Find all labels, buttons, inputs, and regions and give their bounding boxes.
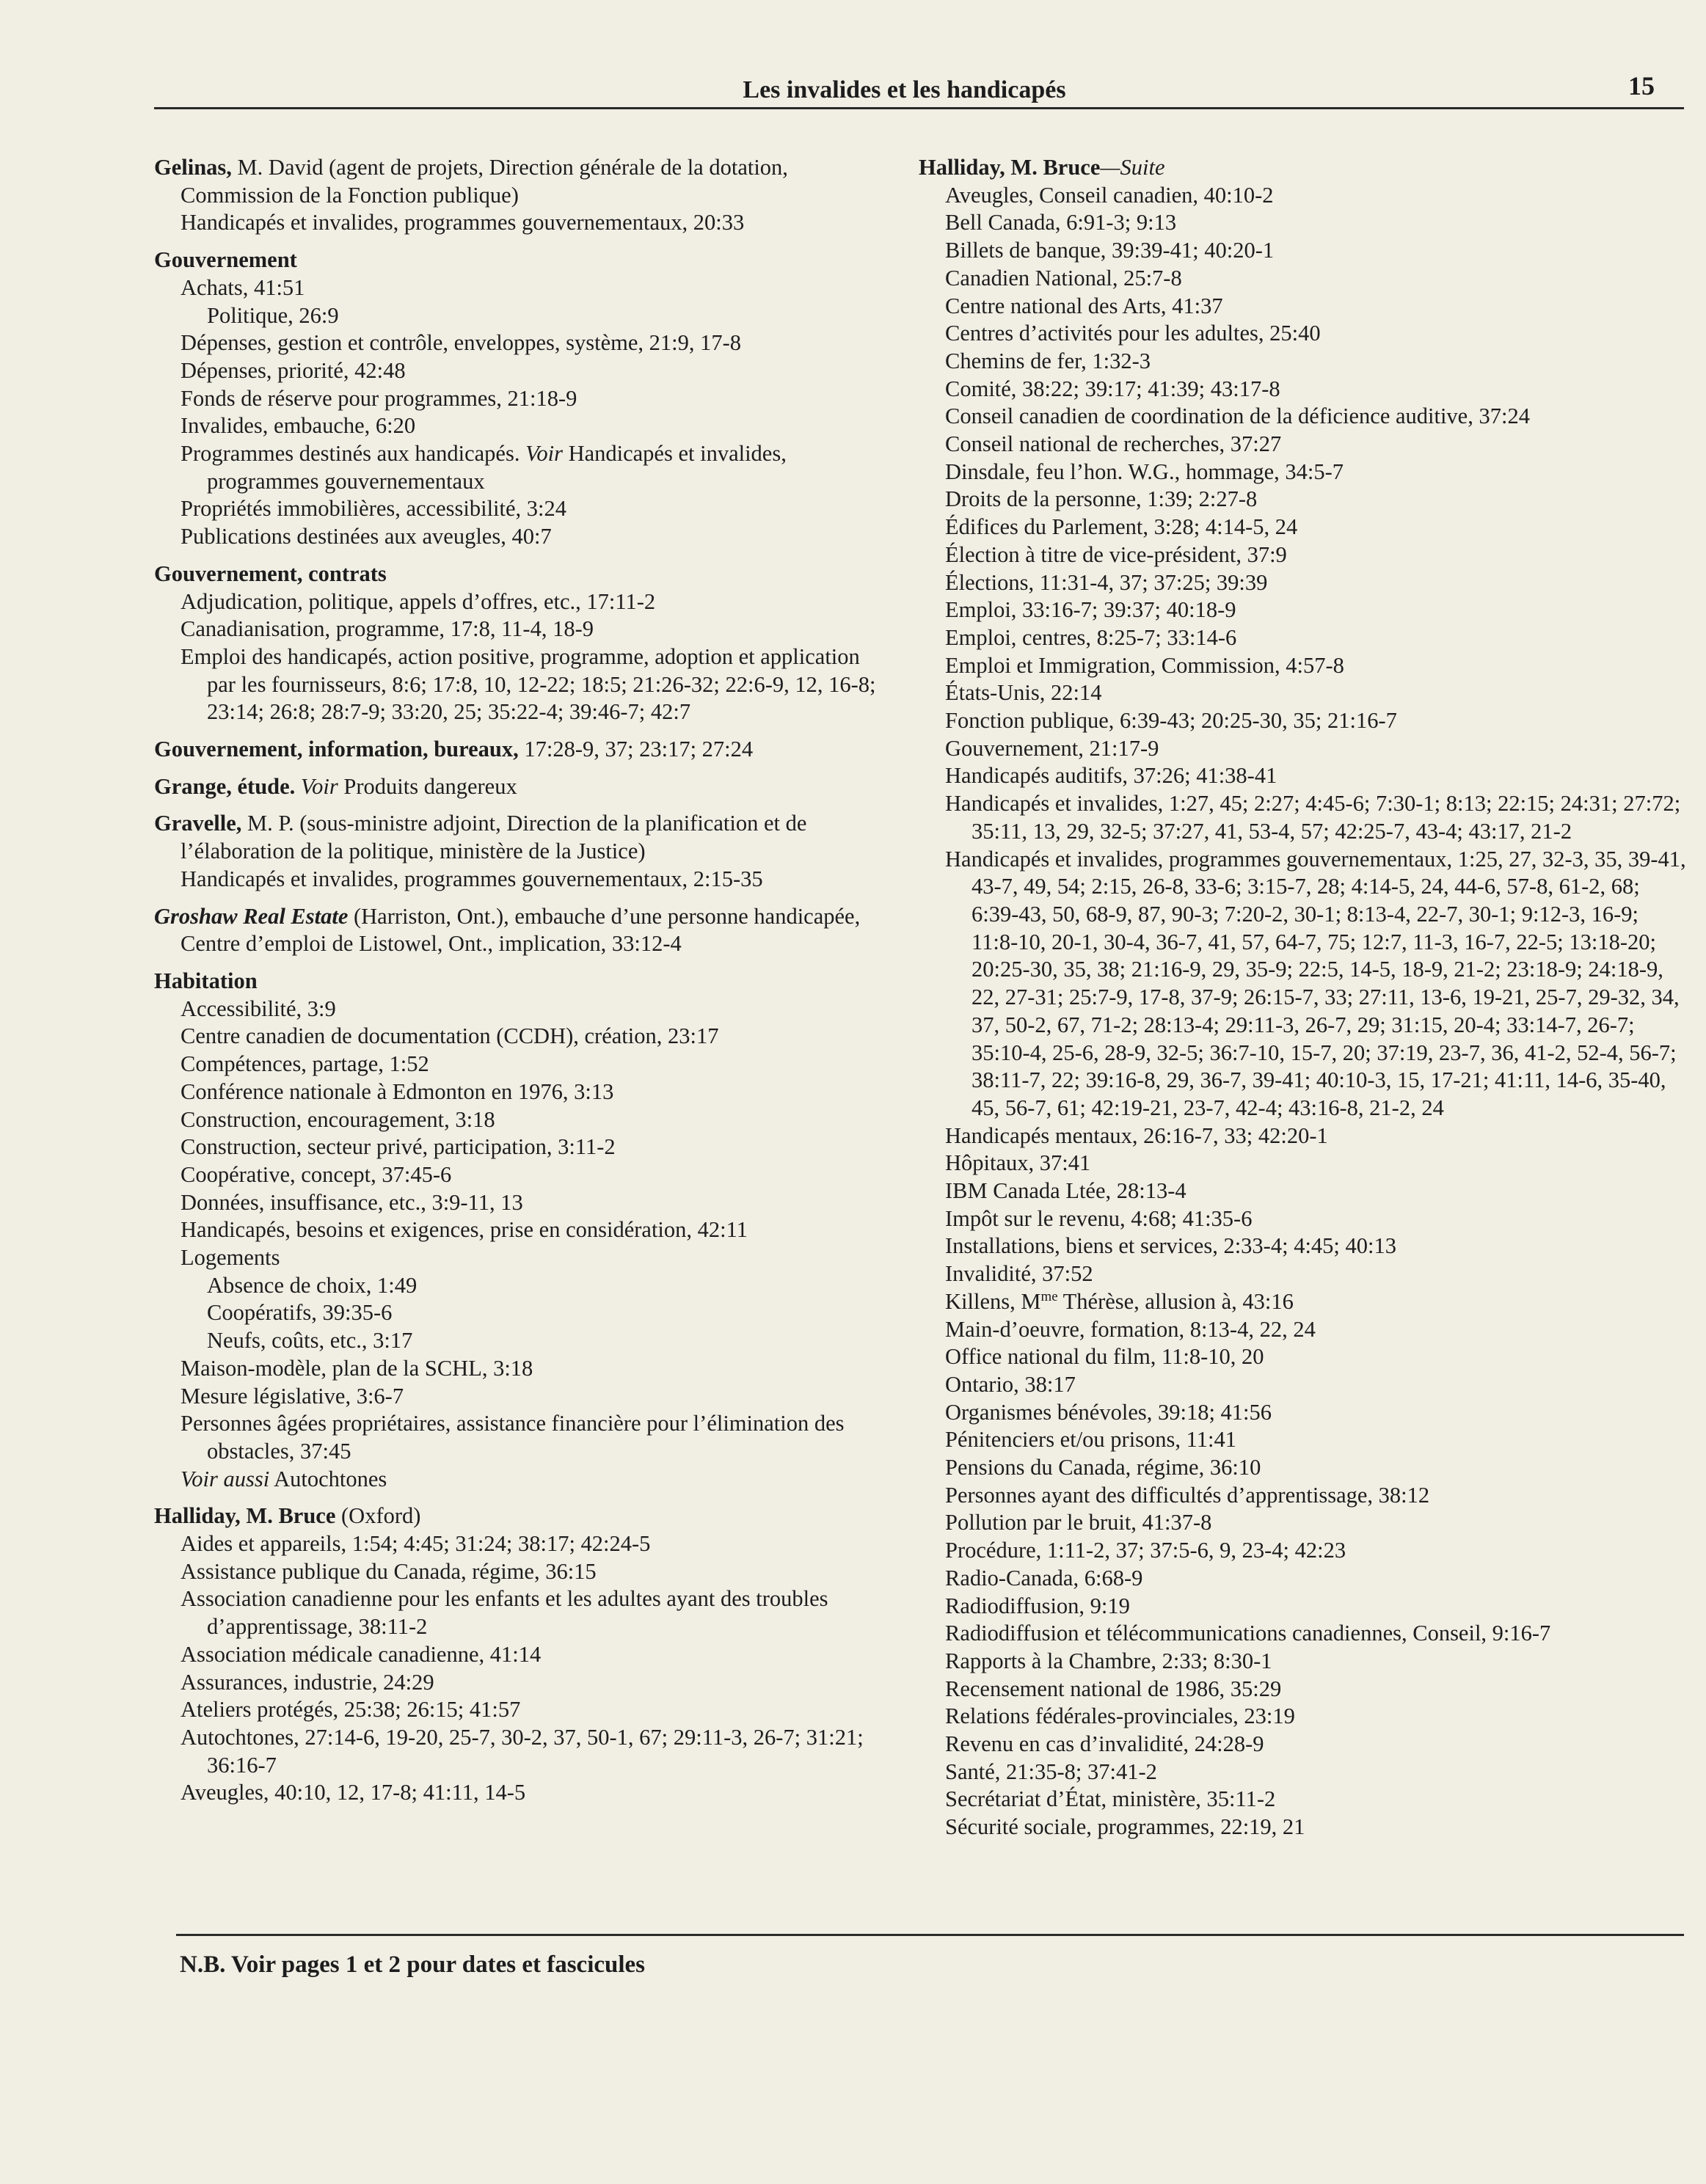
index-subentry: Emploi, 33:16-7; 39:37; 40:18-9 <box>945 597 1236 623</box>
index-subentry: Assistance publique du Canada, régime, 36:15 <box>181 1558 597 1584</box>
index-subentry: Relations fédérales-provinciales, 23:19 <box>945 1703 1295 1729</box>
index-subsubentry: Coopératifs, 39:35-6 <box>207 1300 393 1326</box>
index-subentry: Fonction publique, 6:39-43; 20:25-30, 35; 21:16-7 <box>945 708 1397 734</box>
index-subentry: Compétences, partage, 1:52 <box>181 1051 429 1077</box>
running-title: Les invalides et les handicapés <box>743 76 1066 103</box>
index-subentry: Handicapés et invalides, programmes gouvernementaux, 1:25, 27, 32-3, 35, 39-41, 43-7, 49, 54; 2:15, 26-8, 33-6; 3:15-7, 28; 4:14-5, 24, 44-6, 57-8, 61-2, 68; 6:39-43, 50, 68-9, 87, 90-3; 7:20-2, 30-1; 8:13-4, 22-7, 30-1; 9:12-3, 16-9; 11:8-10, 20-1, 30-4, 36-7, 41, 57, 64-7, 75; 12:7, 11-3, 16-7, 22-5; 13:18-20; 20:25-30, 35, 38; 21:16-9, 29, 35-9; 22:5, 14-5, 18-9, 21-2; 23:18-9; 24:18-9, 22, 27-31; 25:7-9, 17-8, 37-9; 26:15-7, 33; 27:11, 13-6, 19-21, 25-7, 29-32, 34, 37, 50-2, 67, 71-2; 28:13-4; 29:11-3, 26-7, 29; 31:15, 20-4; 33:14-7, 26-7; 35:10-4, 25-6, 28-9, 32-5; 36:7-10, 15-7, 20; 37:19, 23-7, 36, 41-2, 52-4, 56-7; 38:11-7, 22; 39:16-8, 29, 36-7, 39-41; 40:10-3, 15, 17-21; 41:11, 14-6, 35-40, 45, 56-7, 61; 42:19-21, 23-7, 42-4; 43:16-8, 21-2, 24 <box>945 846 1686 1120</box>
index-subentry: Ontario, 38:17 <box>945 1371 1076 1397</box>
index-subentry: Radiodiffusion et télécommunications canadiennes, Conseil, 9:16-7 <box>945 1621 1551 1646</box>
index-subentry: Office national du film, 11:8-10, 20 <box>945 1344 1264 1370</box>
index-entry: Grange, étude. Voir Produits dangereux <box>154 773 517 799</box>
index-subentry: Pollution par le bruit, 41:37-8 <box>945 1510 1212 1535</box>
index-cross-reference: Voir aussi Autochtones <box>181 1466 387 1491</box>
index-subentry: Maison-modèle, plan de la SCHL, 3:18 <box>181 1355 533 1381</box>
index-subentry: Santé, 21:35-8; 37:41-2 <box>945 1758 1157 1784</box>
index-subsubentry: Absence de choix, 1:49 <box>207 1272 418 1298</box>
index-subentry: Élections, 11:31-4, 37; 37:25; 39:39 <box>945 569 1268 595</box>
index-subentry: Billets de banque, 39:39-41; 40:20-1 <box>945 238 1275 263</box>
index-subentry: Sécurité sociale, programmes, 22:19, 21 <box>945 1814 1305 1840</box>
index-subentry: Canadien National, 25:7-8 <box>945 265 1182 291</box>
index-subentry: Invalidité, 37:52 <box>945 1261 1093 1287</box>
page-number: 15 <box>1628 71 1655 101</box>
index-subentry: Conseil national de recherches, 37:27 <box>945 431 1282 457</box>
index-subentry: Dépenses, priorité, 42:48 <box>181 357 406 383</box>
index-subentry: Invalides, embauche, 6:20 <box>181 413 416 439</box>
index-subentry: Mesure législative, 3:6-7 <box>181 1383 404 1409</box>
index-subentry: Impôt sur le revenu, 4:68; 41:35-6 <box>945 1205 1253 1231</box>
index-heading: Gouvernement <box>154 247 297 273</box>
index-subentry: Killens, $M^{me}$ Thérèse, allusion à, 43:16 <box>945 1288 1294 1314</box>
index-subentry: Assurances, industrie, 24:29 <box>181 1669 434 1695</box>
index-subentry: Handicapés et invalides, programmes gouvernementaux, 2:15-35 <box>181 866 763 891</box>
index-subentry: Logements <box>181 1245 280 1271</box>
index-subentry: Achats, 41:51 <box>181 274 305 300</box>
index-subentry: Accessibilité, 3:9 <box>181 996 336 1021</box>
index-subentry: Procédure, 1:11-2, 37; 37:5-6, 9, 23-4; 42:23 <box>945 1538 1346 1563</box>
index-subentry: Canadianisation, programme, 17:8, 11-4, 18-9 <box>181 616 594 642</box>
index-subentry: Pensions du Canada, régime, 36:10 <box>945 1455 1261 1480</box>
index-subentry: IBM Canada Ltée, 28:13-4 <box>945 1178 1186 1204</box>
index-column-right <box>919 154 1689 1841</box>
index-subentry: Programmes destinés aux handicapés. Voir Handicapés et invalides, programmes gouvernementaux <box>181 441 787 494</box>
index-subentry: Chemins de fer, 1:32-3 <box>945 348 1151 373</box>
index-subentry: Handicapés et invalides, 1:27, 45; 2:27; 4:45-6; 7:30-1; 8:13; 22:15; 24:31; 27:72; 35:11, 13, 29, 32-5; 37:27, 41, 53-4, 57; 42:25-7, 43-4; 43:17, 21-2 <box>945 791 1681 844</box>
subentry-list <box>919 182 1689 1288</box>
index-entry: Halliday, M. Bruce—Suite <box>919 155 1165 180</box>
index-subentry: Fonds de réserve pour programmes, 21:18-9 <box>181 385 577 411</box>
index-subentry: Bell Canada, 6:91-3; 9:13 <box>945 210 1177 235</box>
index-subentry: Organismes bénévoles, 39:18; 41:56 <box>945 1399 1272 1425</box>
index-subentry: Centre national des Arts, 41:37 <box>945 293 1223 318</box>
index-subentry: Autochtones, 27:14-6, 19-20, 25-7, 30-2, 37, 50-1, 67; 29:11-3, 26-7; 31:21; 36:16-7 <box>181 1724 864 1778</box>
subentry-list <box>919 1316 1689 1841</box>
index-subentry: Revenu en cas d’invalidité, 24:28-9 <box>945 1731 1264 1757</box>
index-subentry: Handicapés, besoins et exigences, prise en considération, 42:11 <box>181 1217 748 1243</box>
index-subentry: Coopérative, concept, 37:45-6 <box>181 1161 452 1187</box>
index-subentry: Handicapés auditifs, 37:26; 41:38-41 <box>945 763 1277 789</box>
index-column-left <box>154 154 888 1807</box>
index-heading: Gouvernement, contrats <box>154 560 387 586</box>
index-subentry: États-Unis, 22:14 <box>945 680 1102 706</box>
index-subentry: Propriétés immobilières, accessibilité, 3:24 <box>181 496 567 522</box>
index-subentry: Dinsdale, feu l’hon. W.G., hommage, 34:5-7 <box>945 459 1344 484</box>
index-subentry: Installations, biens et services, 2:33-4; 4:45; 40:13 <box>945 1233 1396 1259</box>
index-subentry: Élection à titre de vice-président, 37:9 <box>945 541 1287 567</box>
index-subentry: Aveugles, 40:10, 12, 17-8; 41:11, 14-5 <box>181 1780 526 1805</box>
index-subentry: Emploi, centres, 8:25-7; 33:14-6 <box>945 624 1237 650</box>
index-subentry: Comité, 38:22; 39:17; 41:39; 43:17-8 <box>945 376 1280 401</box>
index-subentry: Handicapés et invalides, programmes gouvernementaux, 20:33 <box>181 210 745 235</box>
page-header <box>154 70 1655 112</box>
index-entry: Gelinas, M. David (agent de projets, Direction générale de la dotation, Commission de la Fonction publique) <box>154 155 788 208</box>
index-heading: Habitation <box>154 968 258 993</box>
index-subentry: Main-d’oeuvre, formation, 8:13-4, 22, 24 <box>945 1316 1316 1342</box>
index-subentry: Personnes âgées propriétaires, assistance financière pour l’élimination des obstacles, 37:45 <box>181 1411 845 1464</box>
index-subentry: Publications destinées aux aveugles, 40:7 <box>181 524 552 549</box>
index-entry: Gouvernement, information, bureaux, 17:28-9, 37; 23:17; 27:24 <box>154 737 754 762</box>
index-subentry: Dépenses, gestion et contrôle, enveloppes, système, 21:9, 17-8 <box>181 330 742 356</box>
index-subentry: Construction, secteur privé, participation, 3:11-2 <box>181 1134 616 1160</box>
index-subentry: Aveugles, Conseil canadien, 40:10-2 <box>945 182 1274 208</box>
index-subentry: Rapports à la Chambre, 2:33; 8:30-1 <box>945 1648 1272 1673</box>
header-rule <box>154 107 1684 109</box>
index-entry: Halliday, M. Bruce (Oxford) <box>154 1503 421 1529</box>
index-entry: Gravelle, M. P. (sous-ministre adjoint, Direction de la planification et de l’élaboration de la politique, ministère de la Justice) <box>154 811 807 864</box>
index-subentry: Édifices du Parlement, 3:28; 4:14-5, 24 <box>945 514 1298 540</box>
index-subentry: Droits de la personne, 1:39; 2:27-8 <box>945 486 1258 512</box>
index-subentry: Association médicale canadienne, 41:14 <box>181 1641 542 1667</box>
index-subentry: Centre canadien de documentation (CCDH), création, 23:17 <box>181 1023 719 1049</box>
index-entry: Groshaw Real Estate (Harriston, Ont.), embauche d’une personne handicapée, Centre d’emploi de Listowel, Ont., implication, 33:12-4 <box>154 903 861 957</box>
index-subentry: Conférence nationale à Edmonton en 1976, 3:13 <box>181 1078 614 1104</box>
index-subsubentry: Politique, 26:9 <box>207 302 339 328</box>
index-subentry: Handicapés mentaux, 26:16-7, 33; 42:20-1 <box>945 1122 1328 1148</box>
index-subentry: Emploi des handicapés, action positive, programme, adoption et application par les fournisseurs, 8:6; 17:8, 10, 12-22; 18:5; 21:26-32; 22:6-9, 12, 16-8; 23:14; 26:8; 28:7-9; 33:20, 25; 35:22-4; 39:46-7; 42:7 <box>181 643 876 725</box>
index-subentry: Association canadienne pour les enfants et les adultes ayant des troubles d’apprentissage, 38:11-2 <box>181 1586 828 1640</box>
index-subentry: Conseil canadien de coordination de la déficience auditive, 37:24 <box>945 403 1530 429</box>
index-subsubentry: Neufs, coûts, etc., 3:17 <box>207 1328 413 1354</box>
index-subentry: Construction, encouragement, 3:18 <box>181 1106 495 1132</box>
index-subentry: Centres d’activités pour les adultes, 25:40 <box>945 321 1321 346</box>
index-subentry: Recensement national de 1986, 35:29 <box>945 1676 1282 1701</box>
index-subentry: Emploi et Immigration, Commission, 4:57-8 <box>945 652 1344 678</box>
index-subentry: Radio-Canada, 6:68-9 <box>945 1565 1143 1590</box>
index-subentry: Secrétariat d’État, ministère, 35:11-2 <box>945 1786 1276 1812</box>
index-subentry: Aides et appareils, 1:54; 4:45; 31:24; 38:17; 42:24-5 <box>181 1531 651 1557</box>
index-subentry: Radiodiffusion, 9:19 <box>945 1593 1130 1618</box>
index-subentry: Hôpitaux, 37:41 <box>945 1150 1091 1176</box>
index-subentry: Ateliers protégés, 25:38; 26:15; 41:57 <box>181 1697 521 1723</box>
footnote: N.B. Voir pages 1 et 2 pour dates et fascicules <box>180 1951 646 1978</box>
footer-rule <box>176 1934 1684 1936</box>
index-subentry: Données, insuffisance, etc., 3:9-11, 13 <box>181 1189 523 1215</box>
index-subentry: Gouvernement, 21:17-9 <box>945 735 1159 761</box>
index-subentry: Personnes ayant des difficultés d’apprentissage, 38:12 <box>945 1482 1430 1508</box>
index-subentry: Adjudication, politique, appels d’offres, etc., 17:11-2 <box>181 588 656 614</box>
index-subentry: Pénitenciers et/ou prisons, 11:41 <box>945 1427 1237 1453</box>
